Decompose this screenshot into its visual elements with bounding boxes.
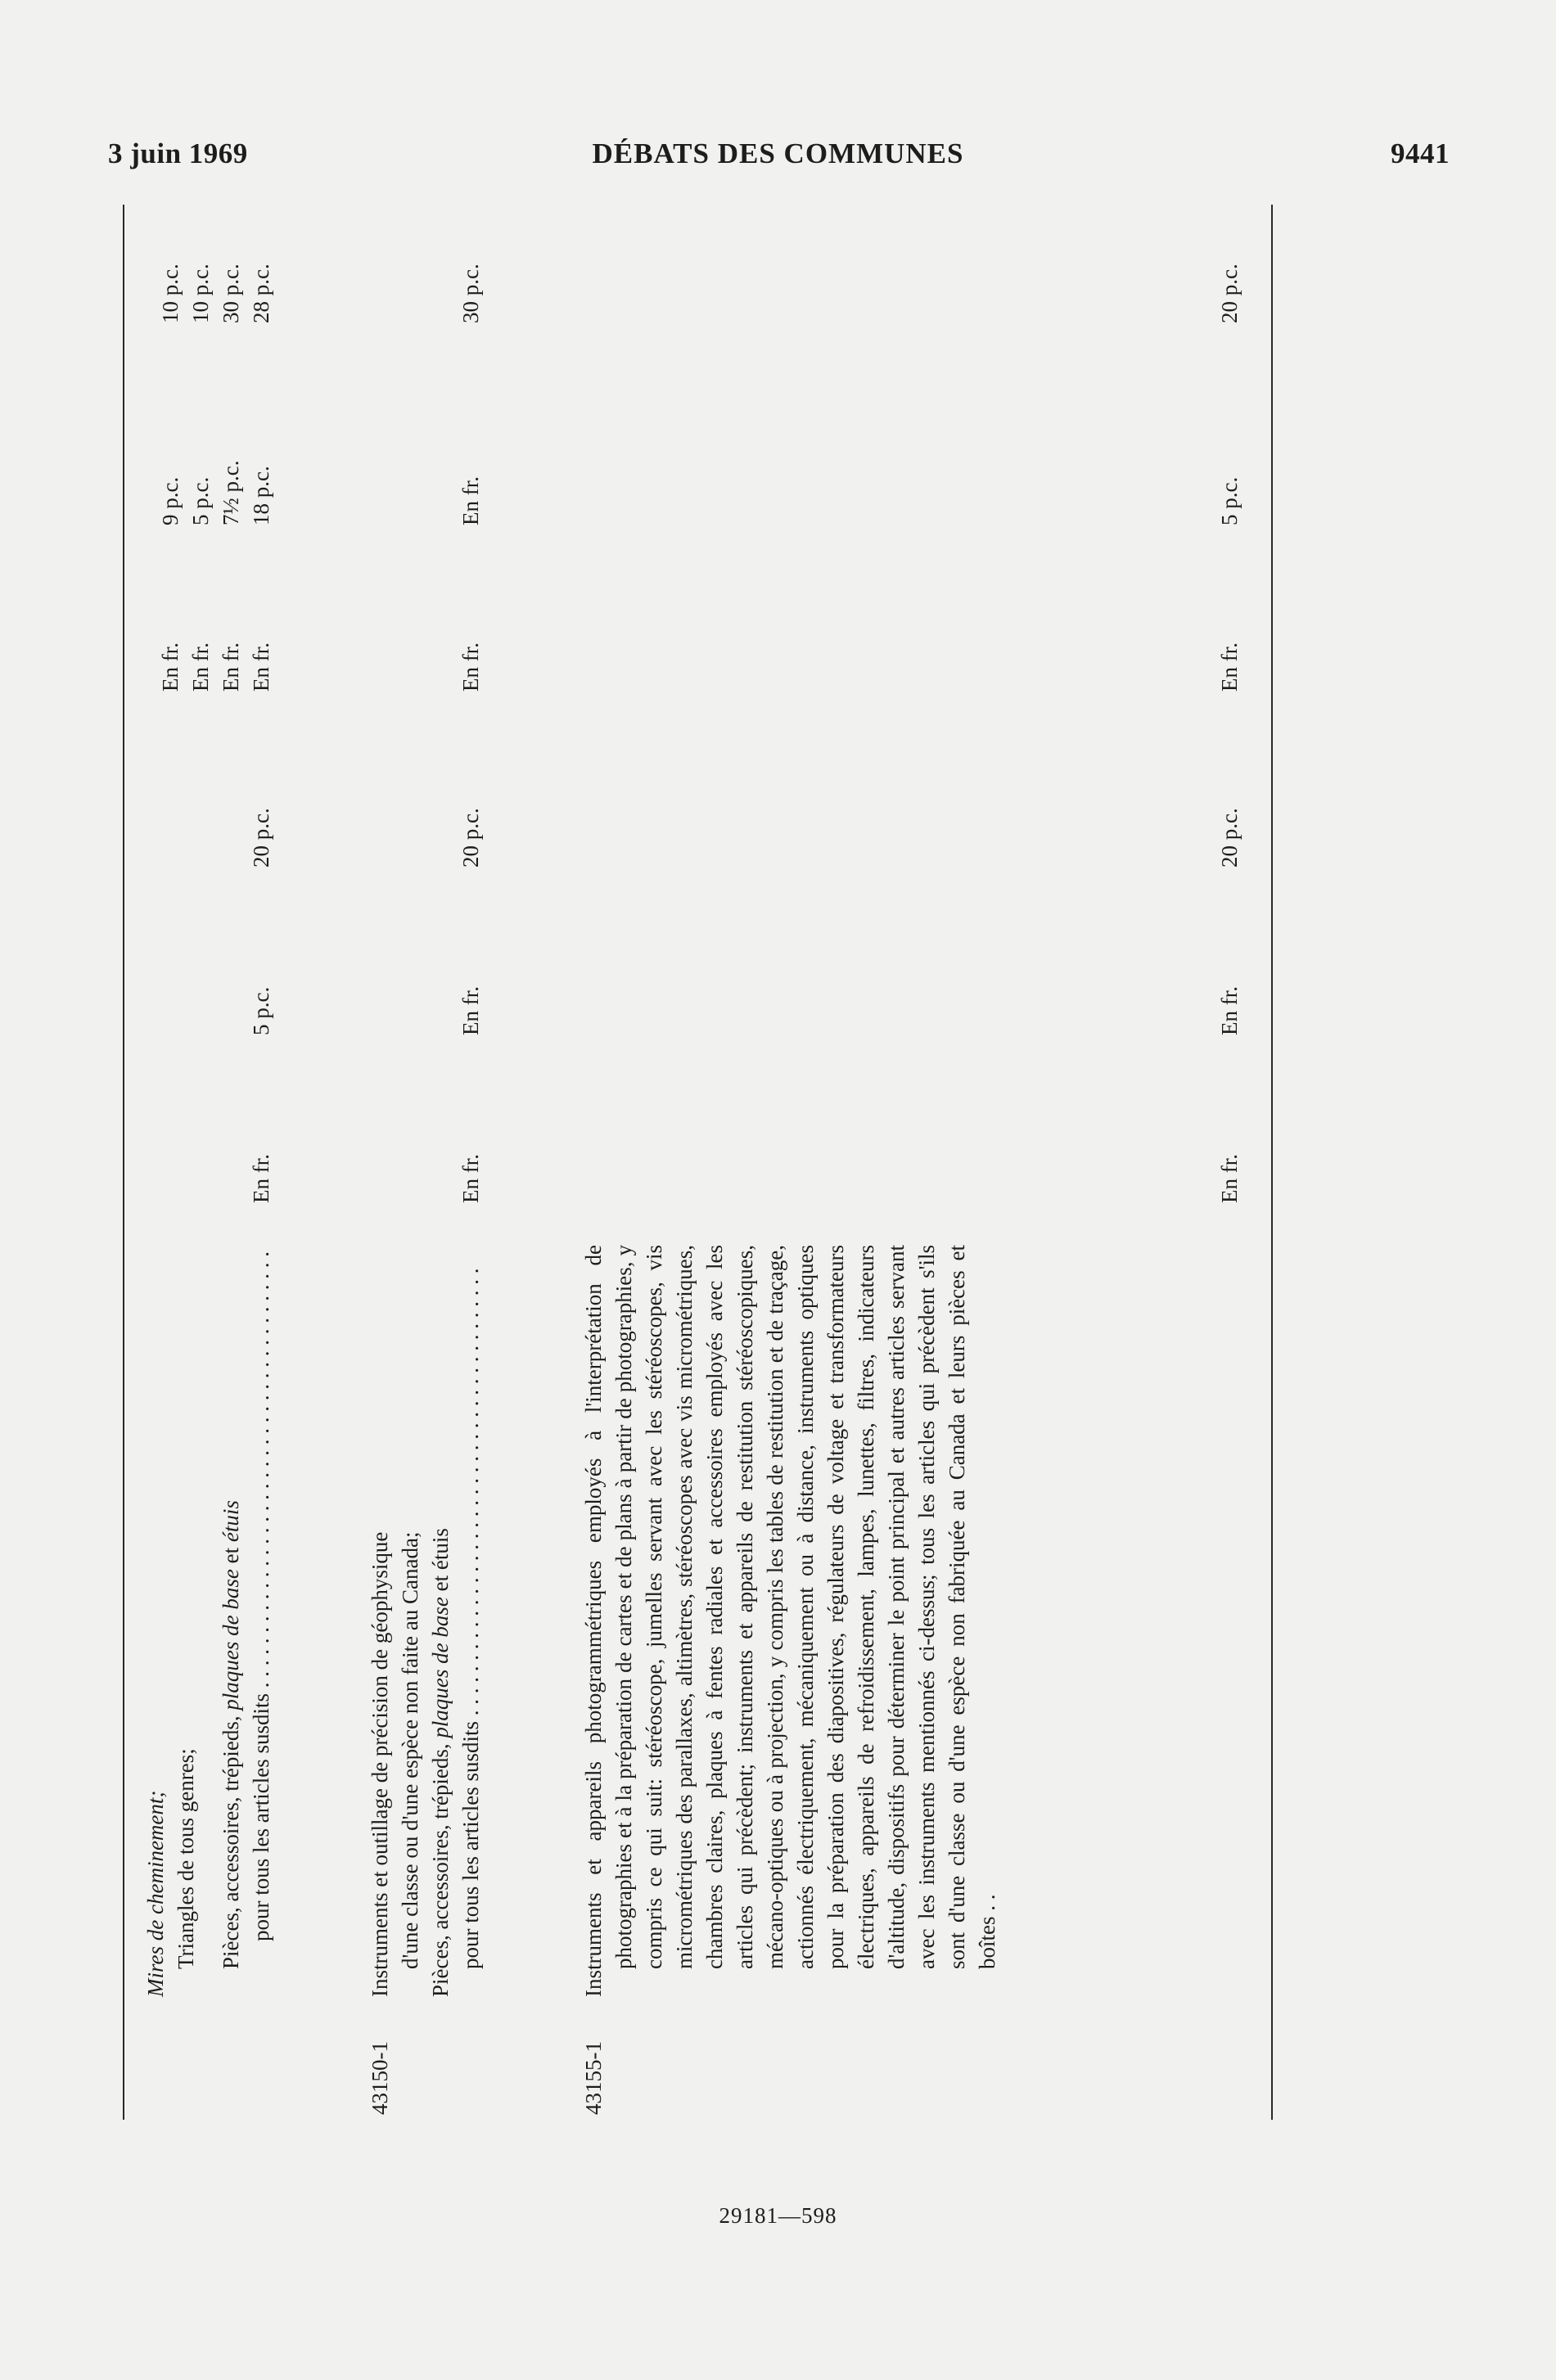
rate-cell-c5: 5 p.c.	[1217, 476, 1242, 525]
rate-cell-c3: 20 p.c.	[1217, 808, 1242, 868]
tariff-code: 43150-1	[368, 2041, 392, 2115]
description-line: Mires de cheminement;	[143, 1790, 168, 1997]
description-fragment: plaques de base	[219, 1569, 243, 1711]
rate-cell-c4: En fr.	[1217, 642, 1242, 692]
description-fragment: et	[219, 1542, 243, 1570]
description-fragment: et	[428, 1570, 453, 1598]
rate-cell-c1: En fr.	[458, 1154, 483, 1203]
rate-cell-c3: 20 p.c.	[249, 808, 273, 868]
rate-line: 28 p.c.	[249, 264, 273, 323]
rate-line: En fr.	[188, 642, 213, 692]
rate-cell-c6: 30 p.c.	[458, 264, 483, 323]
rate-cell-c5: En fr.	[458, 476, 483, 525]
description-fragment: étuis	[219, 1500, 243, 1543]
header-date: 3 juin 1969	[108, 137, 248, 169]
description-line-text: pour tous les articles susdits	[458, 1721, 483, 1969]
rate-cell-c5	[156, 461, 277, 525]
rate-cell-c6	[156, 264, 277, 323]
description-line	[246, 1252, 277, 1997]
rate-line: 18 p.c.	[249, 466, 273, 525]
rate-line: En fr.	[249, 642, 273, 692]
rate-line: 10 p.c.	[158, 264, 183, 323]
tariff-description	[141, 1252, 277, 1997]
rate-line: 10 p.c.	[188, 264, 213, 323]
rate-line: 30 p.c.	[219, 264, 243, 323]
header-title: DÉBATS DES COMMUNES	[592, 137, 964, 169]
description-fragment: plaques de base	[428, 1597, 453, 1738]
description-line: d'une classe ou d'une espèce non faite au Canada;	[398, 1531, 422, 1969]
tariff-description: Instruments et appareils photogrammétriques employés à l'interprétation de photographies et à la préparation de cartes et de plans à partir de photographies, y compris ce qui suit: stéréoscope, jumelles servant avec les stéréoscopes, vis micrométriques des parallaxes, altimètres, stéréoscopes avec vis micrométriques, chambres claires, plaques à fentes radiales et accessoires employés avec les articles qui précèdent; instruments et appareils de restitution stéréoscopiques, mécano-optiques ou à projection, y compris les tables de restitution et de traçage, actionnés électriquement, mécaniquement ou à distance, instruments optiques pour la préparation des diapositives, régulateurs de voltage et transformateurs électriques, appareils de refroidissement, lampes, lunettes, filtres, indicateurs d'altitude, dispositifs pour déterminer le point principal et autres articles servant avec les instruments mentionnés ci-dessus; tous les articles qui précèdent s'ils sont d'une classe ou d'une espèce non fabriquée au Canada et leurs pièces et boîtes . .	[581, 1245, 999, 1997]
rate-cell-c2: En fr.	[1217, 986, 1242, 1035]
description-fragment: Pièces, accessoires, trépieds,	[428, 1738, 453, 1997]
leader-dots	[249, 1252, 273, 1693]
rate-cell-c2: 5 p.c.	[249, 986, 273, 1035]
description-line	[456, 1252, 486, 1997]
page-footer-code: 29181—598	[719, 2203, 837, 2228]
rate-line: 9 p.c.	[158, 476, 183, 525]
rate-line: 5 p.c.	[188, 476, 213, 525]
rate-line: 7½ p.c.	[219, 460, 243, 525]
rate-cell-c2: En fr.	[458, 986, 483, 1035]
description-line	[426, 1252, 456, 1997]
description-line: Triangles de tous genres;	[174, 1748, 198, 1969]
rate-cell-c4	[156, 642, 277, 692]
description-line	[216, 1252, 246, 1997]
rate-cell-c1: En fr.	[1217, 1154, 1242, 1203]
tariff-table	[123, 205, 1281, 2120]
description-fragment: Pièces, accessoires, trépieds,	[219, 1710, 243, 1969]
description-line: Instruments et outillage de précision de géophysique	[368, 1531, 392, 1997]
leader-dots	[458, 1269, 483, 1722]
description-fragment: étuis	[428, 1528, 453, 1571]
rate-cell-c6: 20 p.c.	[1217, 264, 1242, 323]
tariff-code: 43155-1	[581, 2041, 606, 2115]
rate-cell-c4: En fr.	[458, 642, 483, 692]
rate-line: En fr.	[158, 642, 183, 692]
table-rule-top	[123, 205, 124, 2120]
table-rule-bottom	[1271, 205, 1273, 2120]
header-page-number: 9441	[1391, 137, 1450, 169]
rate-line: En fr.	[219, 642, 243, 692]
rate-cell-c1: En fr.	[249, 1154, 273, 1203]
rate-cell-c3: 20 p.c.	[458, 808, 483, 868]
tariff-table-frame	[123, 205, 1281, 2120]
description-line-text: pour tous les articles susdits	[249, 1693, 273, 1941]
tariff-description	[365, 1252, 486, 1997]
